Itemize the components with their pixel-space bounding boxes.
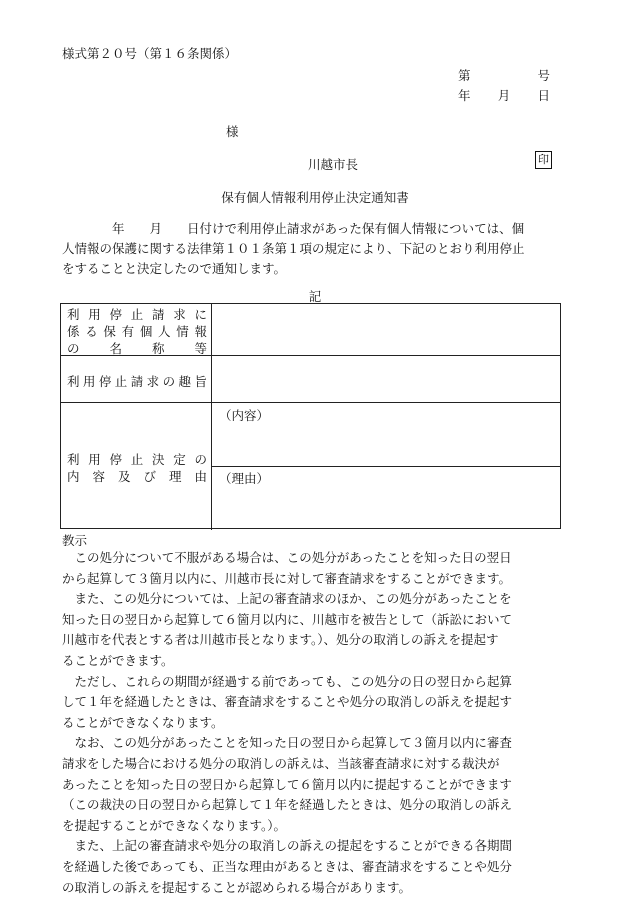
- document-title: 保有個人情報利用停止決定通知書: [221, 190, 409, 205]
- notice-heading: 教示: [62, 533, 88, 548]
- table-row-personal-info: [61, 304, 560, 356]
- row-label-decision: [61, 403, 212, 530]
- date-month: 月: [497, 88, 511, 103]
- table-row-request-purpose: [61, 356, 560, 403]
- document-number-line: [458, 66, 550, 84]
- row-label-personal-info: [61, 304, 212, 355]
- notice-line: また、この処分については、上記の審査請求のほか、この処分があったことを: [62, 591, 512, 607]
- seal-stamp-box: 印: [535, 151, 552, 169]
- row-label-request-purpose: [61, 356, 212, 402]
- notice-line: この処分について不服がある場合は、この処分があったことを知った日の翌日: [62, 550, 512, 565]
- notice-line: あったことを知った日の翌日から起算して６箇月以内に提起することができます: [62, 776, 512, 792]
- notice-line: の取消しの訴えを提起することが認められる場合があります。: [62, 879, 412, 895]
- form-number: 様式第２０号（第１６条関係）: [62, 46, 238, 61]
- appeal-notice-text: [62, 548, 562, 898]
- notice-line: ただし、これらの期間が経過する前であっても、この処分の日の翌日から起算: [62, 673, 512, 689]
- table-row-decision: [61, 403, 560, 530]
- decision-table: [60, 303, 561, 529]
- label-line: 係る保有個人情報: [67, 324, 207, 339]
- date-year: 年: [458, 88, 471, 103]
- label-line: 利用停止請求の趣旨: [67, 374, 207, 389]
- notice-line: ることができます。: [62, 652, 174, 668]
- notice-line: して１年を経過したときは、審査請求をすることや処分の取消しの訴えを提起す: [62, 694, 513, 710]
- number-suffix: 号: [537, 68, 550, 83]
- body-line: 人情報の保護に関する法律第１０１条第１項の規定により、下記のとおり利用停止: [62, 241, 525, 256]
- label-line: の名称等: [67, 341, 207, 356]
- notice-line: を経過した後であっても、正当な理由があるときは、審査請求をすることや処分: [62, 858, 512, 874]
- label-line: 利用停止決定の: [67, 452, 207, 467]
- notice-line: 請求をした場合における処分の取消しの訴えは、当該審査請求に対する裁決が: [62, 755, 500, 771]
- label-line: 内容及び理由: [67, 469, 207, 484]
- notice-line: から起算して３箇月以内に、川越市長に対して審査請求をすることができます。: [62, 570, 512, 586]
- body-paragraph: [62, 219, 558, 279]
- content-reason-divider: [212, 466, 560, 467]
- notice-line: （この裁決の日の翌日から起算して１年を経過したときは、処分の取消しの訴え: [62, 797, 513, 813]
- body-line: をすることと決定したので通知します。: [62, 261, 287, 276]
- notice-line: を提起することができなくなります。）。: [62, 817, 287, 833]
- number-prefix: 第: [458, 68, 471, 83]
- label-line: 利用停止請求に: [67, 307, 207, 322]
- notice-line: ることができなくなります。: [62, 714, 224, 730]
- notice-line: また、上記の審査請求や処分の取消しの訴えの提起をすることができる各期間: [62, 838, 513, 854]
- content-label: （内容）: [219, 408, 270, 423]
- notice-line: 川越市を代表とする者は川越市長となります。）、処分の取消しの訴えを提起す: [62, 632, 499, 648]
- notice-line: なお、この処分があったことを知った日の翌日から起算して３箇月以内に審査: [62, 735, 512, 751]
- notice-line: 知った日の翌日から起算して６箇月以内に、川越市を被告として（訴訟において: [62, 611, 513, 627]
- date-line: [458, 86, 550, 104]
- body-line: 年 月 日付けで利用停止請求があった保有個人情報については、個: [62, 221, 525, 236]
- issuer-name: 川越市長: [308, 157, 359, 172]
- date-day: 日: [537, 88, 550, 103]
- recipient-line: 様: [226, 124, 239, 139]
- reason-label: （理由）: [219, 471, 270, 486]
- ki-heading: 記: [308, 289, 322, 304]
